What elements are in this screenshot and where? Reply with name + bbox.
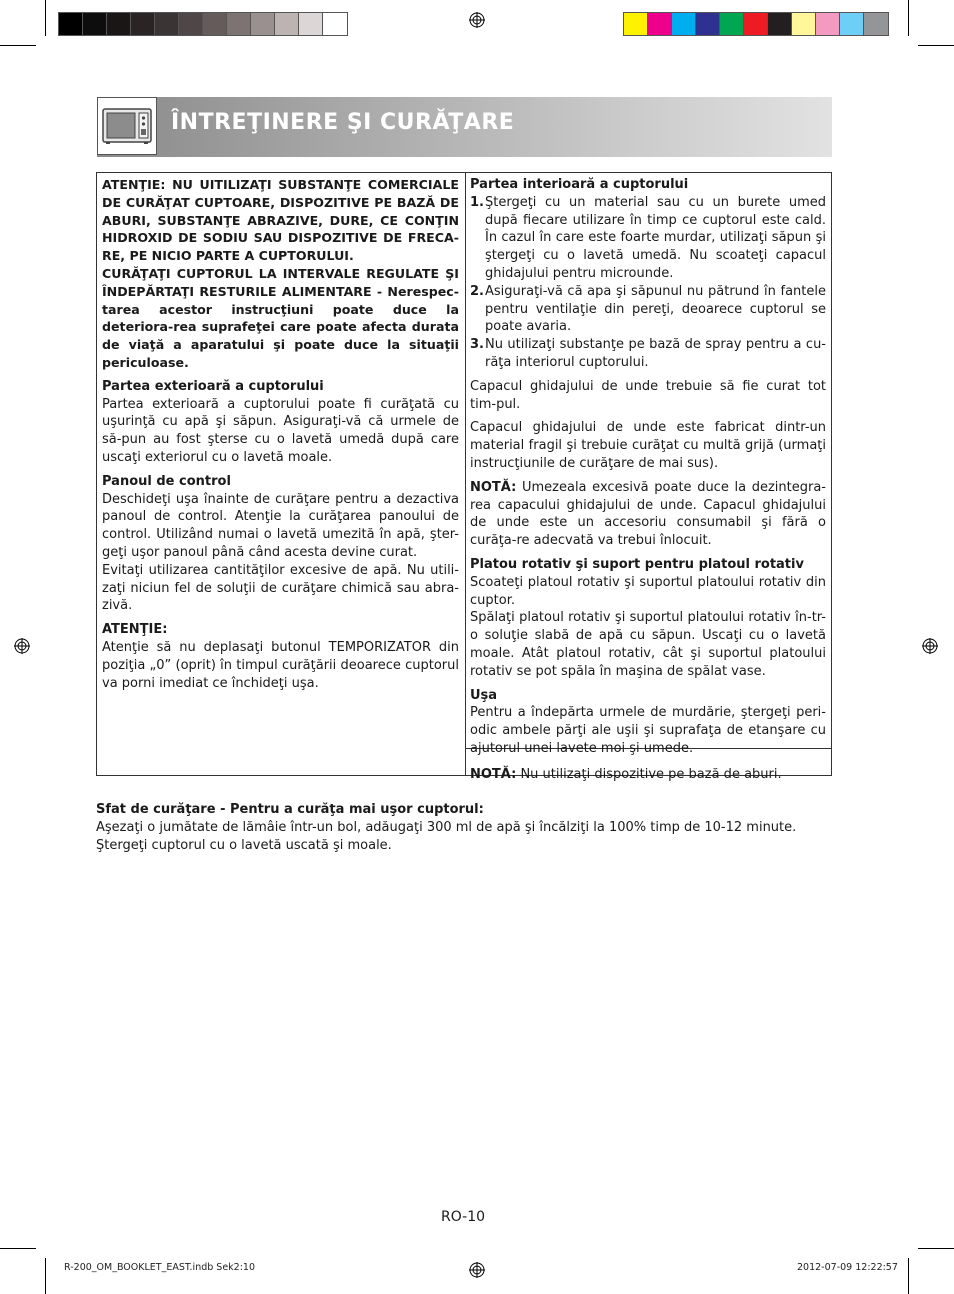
note-steam xyxy=(470,766,826,784)
color-swatch xyxy=(83,13,107,35)
section-header xyxy=(97,97,832,157)
crop-mark xyxy=(0,45,36,46)
list-item-number: 2. xyxy=(470,283,484,299)
color-swatch xyxy=(155,13,179,35)
column-divider xyxy=(465,172,466,776)
color-swatch xyxy=(648,13,672,35)
control-panel-water-text: Evitaţi utilizarea cantităţilor excesive de apă. Nu utili-zaţi niciun fel de soluţii de curăţare chimică sau abra-zivă. xyxy=(102,562,459,614)
crop-mark xyxy=(45,1258,46,1294)
right-column xyxy=(470,176,826,784)
note-label: NOTĂ: xyxy=(470,479,517,495)
crop-mark xyxy=(918,1248,954,1249)
color-swatch xyxy=(275,13,299,35)
color-swatch xyxy=(792,13,816,35)
cleaning-tip-line: Aşezaţi o jumătate de lămâie într-un bol, adăugaţi 300 ml de apă şi încălziţi la 100% timp de 10-12 minute. xyxy=(96,820,797,835)
control-panel-heading: Panoul de control xyxy=(102,473,231,489)
list-item xyxy=(470,283,826,336)
note-text: Umezeala excesivă poate duce la dezintegra-rea capacului ghidajului de unde. Capacul ghidajului de unde este un accesoriu consumabil şi fără o curăţa-re adecvată va trebui înlocuit. xyxy=(470,479,826,549)
color-swatch xyxy=(251,13,275,35)
registration-mark-icon xyxy=(469,1262,485,1278)
page-title: ÎNTREŢINERE ŞI CURĂŢARE xyxy=(171,110,515,135)
footer-datetime: 2012-07-09 12:22:57 xyxy=(797,1262,898,1273)
note-label: NOTĂ: xyxy=(470,766,517,782)
color-swatch xyxy=(816,13,840,35)
color-swatch xyxy=(696,13,720,35)
left-column xyxy=(102,176,459,692)
list-item-number: 1. xyxy=(470,194,484,210)
color-swatch xyxy=(744,13,768,35)
turntable-wash-text: Spălaţi platoul rotativ şi suportul platoului rotativ în-tr-o soluţie slabă de apă cu săpun. Uscaţi cu o lavetă moale. Atât platoul rotativ, cât şi suportul platoului rotativ se pot spăla în maşina de spălat vase. xyxy=(470,610,826,679)
registration-mark-icon xyxy=(922,638,938,654)
color-swatch xyxy=(107,13,131,35)
color-swatch xyxy=(179,13,203,35)
note-moisture xyxy=(470,479,826,550)
page-number: RO-10 xyxy=(441,1209,486,1225)
registration-mark-icon xyxy=(14,638,30,654)
color-swatch xyxy=(768,13,792,35)
interior-list xyxy=(470,194,826,372)
turntable-remove-text: Scoateţi platoul rotativ şi suportul platoului rotativ din cuptor. xyxy=(470,574,826,608)
microwave-icon xyxy=(98,98,156,154)
process-color-bar xyxy=(623,12,889,36)
cleaning-tip-line: Ştergeţi cuptorul cu o lavetă uscată şi moale. xyxy=(96,838,392,853)
color-swatch xyxy=(299,13,323,35)
list-item-number: 3. xyxy=(470,337,484,353)
interior-heading: Partea interioară a cuptorului xyxy=(470,177,689,192)
crop-mark xyxy=(918,45,954,46)
turntable-heading: Platou rotativ şi suport pentru platoul rotativ xyxy=(470,556,804,572)
list-item-text: Ştergeţi cu un material sau cu un burete umed după fiecare utilizare în timp ce cuptorul este cald. În cazul în care este foarte murdar, utilizaţi săpun şi ştergeţi cu o lavetă umedă. Nu scoateţi capacul ghidajului pentru microunde. xyxy=(485,194,826,281)
crop-mark xyxy=(45,0,46,36)
cleaning-tip-heading: Sfat de curăţare - Pentru a curăţa mai uşor cuptorul: xyxy=(96,802,484,817)
header-icon-box xyxy=(97,97,157,155)
door-text: Pentru a îndepărta urmele de murdărie, ştergeţi peri-odic ambele părţi ale uşii şi suprafaţa de etanşare cu ajutorul unei lavete moi şi umede. xyxy=(470,705,826,756)
list-item xyxy=(470,194,826,283)
exterior-text: Partea exterioară a cuptorului poate fi curăţată cu uşurinţă cu apă şi săpun. Asiguraţi-vă că urmele de să-pun au fost şterse cu o lavetă umedă după care uscaţi exteriorul cu o lavetă moale. xyxy=(102,396,459,465)
attention-text: Atenţie să nu deplasaţi butonul TEMPORIZATOR din poziţia „0” (oprit) în timpul curăţării deoarece cuptorul va porni imediat ce închideţi uşa. xyxy=(102,639,459,691)
color-swatch xyxy=(203,13,227,35)
color-swatch xyxy=(59,13,83,35)
attention-heading: ATENŢIE: xyxy=(102,622,168,638)
crop-mark xyxy=(908,1258,909,1294)
list-item-text: Asiguraţi-vă că apa şi săpunul nu pătrund în fantele pentru ventilaţie din pereţi, deoarece cuptorul se poate avaria. xyxy=(485,283,826,335)
list-item-text: Nu utilizaţi substanţe pe bază de spray pentru a cu-răţa interiorul cuptorului. xyxy=(485,337,826,370)
wave-cover-fragile-text: Capacul ghidajului de unde este fabricat dintr-un material fragil şi trebuie curăţat cu multă grijă (urmaţi instrucţiunile de curăţare de mai sus). xyxy=(470,420,826,471)
footer-file-info: R-200_OM_BOOKLET_EAST.indb Sek2:10 xyxy=(64,1262,256,1273)
color-swatch xyxy=(720,13,744,35)
color-swatch xyxy=(624,13,648,35)
crop-mark xyxy=(908,0,909,36)
color-swatch xyxy=(131,13,155,35)
warning-commercial-cleaners: ATENŢIE: NU UITILIZAŢI SUBSTANŢE COMERCIALE DE CURĂŢAT CUPTOARE, DISPOZITIVE PE BAZĂ DE ABURI, SUBSTANŢE ABRAZIVE, DURE, CE CONŢIN HIDROXID DE SODIU SAU DISPOZITIVE DE FRECA-RE, PE NICIO PARTE A CUPTORULUI. xyxy=(102,177,459,264)
color-swatch xyxy=(227,13,251,35)
control-panel-text: Deschideţi uşa înainte de curăţare pentru a dezactiva panoul de control. Atenţie la curăţarea panoului de control. Utilizând numai o lavetă umezită în apă, şter-geţi uşor panoul până când acesta devine curat. xyxy=(102,491,459,560)
crop-mark xyxy=(0,1248,36,1249)
grayscale-color-bar xyxy=(58,12,348,36)
cleaning-tip xyxy=(96,801,836,855)
exterior-heading: Partea exterioară a cuptorului xyxy=(102,378,324,394)
list-item xyxy=(470,336,826,372)
color-swatch xyxy=(864,13,888,35)
door-heading: Uşa xyxy=(470,687,498,703)
color-swatch xyxy=(323,13,347,35)
warning-regular-cleaning: CURĂŢAŢI CUPTORUL LA INTERVALE REGULATE ŞI ÎNDEPĂRTAŢI RESTURILE ALIMENTARE - Nerespec-tarea acestor instrucţiuni poate duce la deteriora-rea suprafeţei care poate afecta durata de viaţă a aparatului şi poate duce la situaţii periculoase. xyxy=(102,265,459,370)
color-swatch xyxy=(840,13,864,35)
color-swatch xyxy=(672,13,696,35)
registration-mark-icon xyxy=(469,12,485,28)
wave-cover-text: Capacul ghidajului de unde trebuie să fie curat tot tim-pul. xyxy=(470,378,826,412)
note-text: Nu utilizaţi dispozitive pe bază de aburi. xyxy=(520,766,782,782)
